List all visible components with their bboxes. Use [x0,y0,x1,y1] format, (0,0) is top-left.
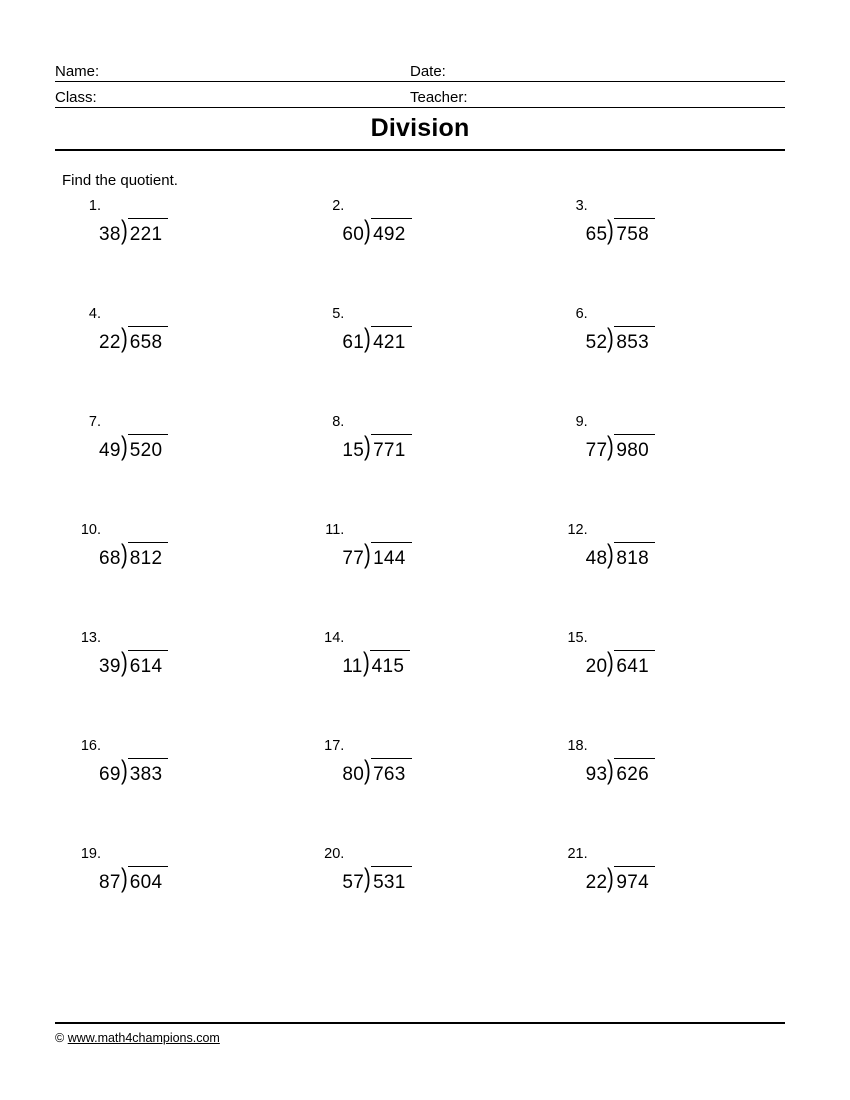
bracket-curve-icon: ) [120,215,128,245]
bracket-curve-icon: ) [607,431,615,461]
dividend: 144 [371,542,412,568]
divisor: 61 [342,332,365,353]
dividend: 531 [371,866,412,892]
class-teacher-row [55,82,785,108]
problem-item [298,628,541,736]
long-division-bracket-icon [607,323,655,353]
long-division-bracket-icon [120,323,169,353]
dividend: 641 [614,650,655,676]
dividend: 853 [614,326,655,352]
divisor: 22 [585,872,608,893]
long-division-bracket-icon [364,539,412,569]
problem-item [542,412,785,520]
divisor: 38 [99,224,121,245]
footer-divider [55,1022,785,1024]
problem-number: 12. [567,522,588,538]
problem-number: 8. [332,414,345,430]
problem-number: 14. [324,630,345,646]
long-division-bracket-icon [120,863,169,893]
divisor: 80 [342,764,365,785]
problem-number: 20. [324,846,345,862]
division-expression [342,863,411,893]
divisor: 87 [99,872,121,893]
dividend: 415 [370,650,411,676]
bracket-curve-icon: ) [120,539,128,569]
bracket-curve-icon: ) [364,863,371,893]
divisor: 93 [585,764,608,785]
long-division-bracket-icon [364,431,412,461]
name-label: Name: [55,63,100,80]
problem-item [55,304,298,412]
division-expression [585,323,655,353]
dividend: 221 [128,218,169,244]
dividend: 758 [614,218,655,244]
dividend: 771 [371,434,412,460]
problem-item [542,520,785,628]
problem-number: 19. [80,846,101,862]
problem-item [298,844,541,952]
dividend: 520 [128,434,169,460]
long-division-bracket-icon [607,431,655,461]
divisor: 57 [342,872,365,893]
bracket-curve-icon: ) [120,755,128,785]
problem-item [55,196,298,304]
division-expression [585,647,655,677]
problem-number: 5. [332,306,345,322]
problem-item [542,736,785,844]
divisor: 68 [99,548,121,569]
long-division-bracket-icon [607,863,655,893]
division-expression [342,323,411,353]
division-expression [99,755,168,785]
dividend: 658 [128,326,169,352]
long-division-bracket-icon [364,863,412,893]
problem-number: 21. [567,846,588,862]
division-expression [585,755,655,785]
division-expression [342,539,411,569]
bracket-curve-icon: ) [607,539,615,569]
dividend: 980 [614,434,655,460]
bracket-curve-icon: ) [120,647,128,677]
long-division-bracket-icon [364,215,412,245]
bracket-curve-icon: ) [364,431,371,461]
divisor: 20 [585,656,608,677]
divisor: 15 [342,440,365,461]
header-fields [55,56,785,108]
dividend: 763 [371,758,412,784]
divisor: 11 [342,656,363,677]
bracket-curve-icon: ) [364,215,371,245]
problem-number: 4. [88,306,101,322]
bracket-curve-icon: ) [607,755,615,785]
division-expression [585,863,655,893]
problem-number: 9. [575,414,588,430]
division-expression [99,323,168,353]
divisor: 77 [342,548,365,569]
problem-item [298,304,541,412]
class-label: Class: [55,89,97,106]
divisor: 49 [99,440,121,461]
bracket-curve-icon: ) [607,215,615,245]
title-section [55,114,785,151]
divisor: 48 [585,548,608,569]
problem-number: 2. [332,198,345,214]
long-division-bracket-icon [607,647,655,677]
bracket-curve-icon: ) [120,431,128,461]
long-division-bracket-icon [607,215,655,245]
dividend: 974 [614,866,655,892]
problem-item [55,736,298,844]
problem-item [542,628,785,736]
problem-number: 16. [80,738,101,754]
division-expression [342,755,411,785]
division-expression [342,215,411,245]
divisor: 39 [99,656,121,677]
divisor: 77 [585,440,608,461]
bracket-curve-icon: ) [120,323,128,353]
long-division-bracket-icon [364,755,412,785]
problem-item [542,844,785,952]
dividend: 421 [371,326,412,352]
bracket-curve-icon: ) [607,863,615,893]
problem-number: 6. [575,306,588,322]
divisor: 60 [342,224,365,245]
problem-item [542,304,785,412]
division-expression [585,431,655,461]
dividend: 818 [614,542,655,568]
problem-number: 1. [88,198,101,214]
problem-number: 11. [325,522,345,538]
division-expression [99,431,168,461]
long-division-bracket-icon [364,323,412,353]
dividend: 383 [128,758,169,784]
copyright-symbol: © [55,1031,65,1045]
division-expression [99,215,168,245]
division-expression [99,863,168,893]
problem-number: 10. [80,522,101,538]
division-expression [99,539,168,569]
bracket-curve-icon: ) [607,647,615,677]
divisor: 69 [99,764,121,785]
problem-grid [55,196,785,952]
problem-item [55,520,298,628]
problem-item [298,196,541,304]
teacher-label: Teacher: [410,89,468,106]
bracket-curve-icon: ) [362,647,370,677]
problem-item [298,736,541,844]
long-division-bracket-icon [362,647,411,677]
problem-number: 18. [567,738,588,754]
bracket-curve-icon: ) [364,539,371,569]
bracket-curve-icon: ) [607,323,615,353]
dividend: 614 [128,650,169,676]
dividend: 626 [614,758,655,784]
division-expression [585,539,655,569]
bracket-curve-icon: ) [364,755,371,785]
division-expression [342,431,411,461]
page-title: Division [370,114,470,142]
long-division-bracket-icon [120,215,169,245]
long-division-bracket-icon [120,539,169,569]
name-date-row [55,56,785,82]
problem-item [542,196,785,304]
division-expression [585,215,655,245]
problem-number: 13. [80,630,101,646]
problem-item [298,412,541,520]
website-link[interactable]: www.math4champions.com [67,1031,220,1045]
instruction-text: Find the quotient. [62,172,178,189]
problem-number: 7. [88,414,101,430]
division-expression [342,647,410,677]
date-label: Date: [410,63,446,80]
problem-item [55,412,298,520]
long-division-bracket-icon [607,755,655,785]
division-expression [99,647,168,677]
dividend: 492 [371,218,412,244]
bracket-curve-icon: ) [364,323,371,353]
bracket-curve-icon: ) [120,863,128,893]
problem-item [55,844,298,952]
footer-credit [55,1031,220,1045]
long-division-bracket-icon [607,539,655,569]
divisor: 52 [585,332,608,353]
problem-number: 15. [567,630,588,646]
problem-item [298,520,541,628]
problem-number: 17. [324,738,345,754]
problem-number: 3. [575,198,588,214]
dividend: 812 [128,542,169,568]
long-division-bracket-icon [120,755,169,785]
problem-item [55,628,298,736]
long-division-bracket-icon [120,647,169,677]
long-division-bracket-icon [120,431,169,461]
dividend: 604 [128,866,169,892]
divisor: 65 [585,224,608,245]
divisor: 22 [99,332,121,353]
